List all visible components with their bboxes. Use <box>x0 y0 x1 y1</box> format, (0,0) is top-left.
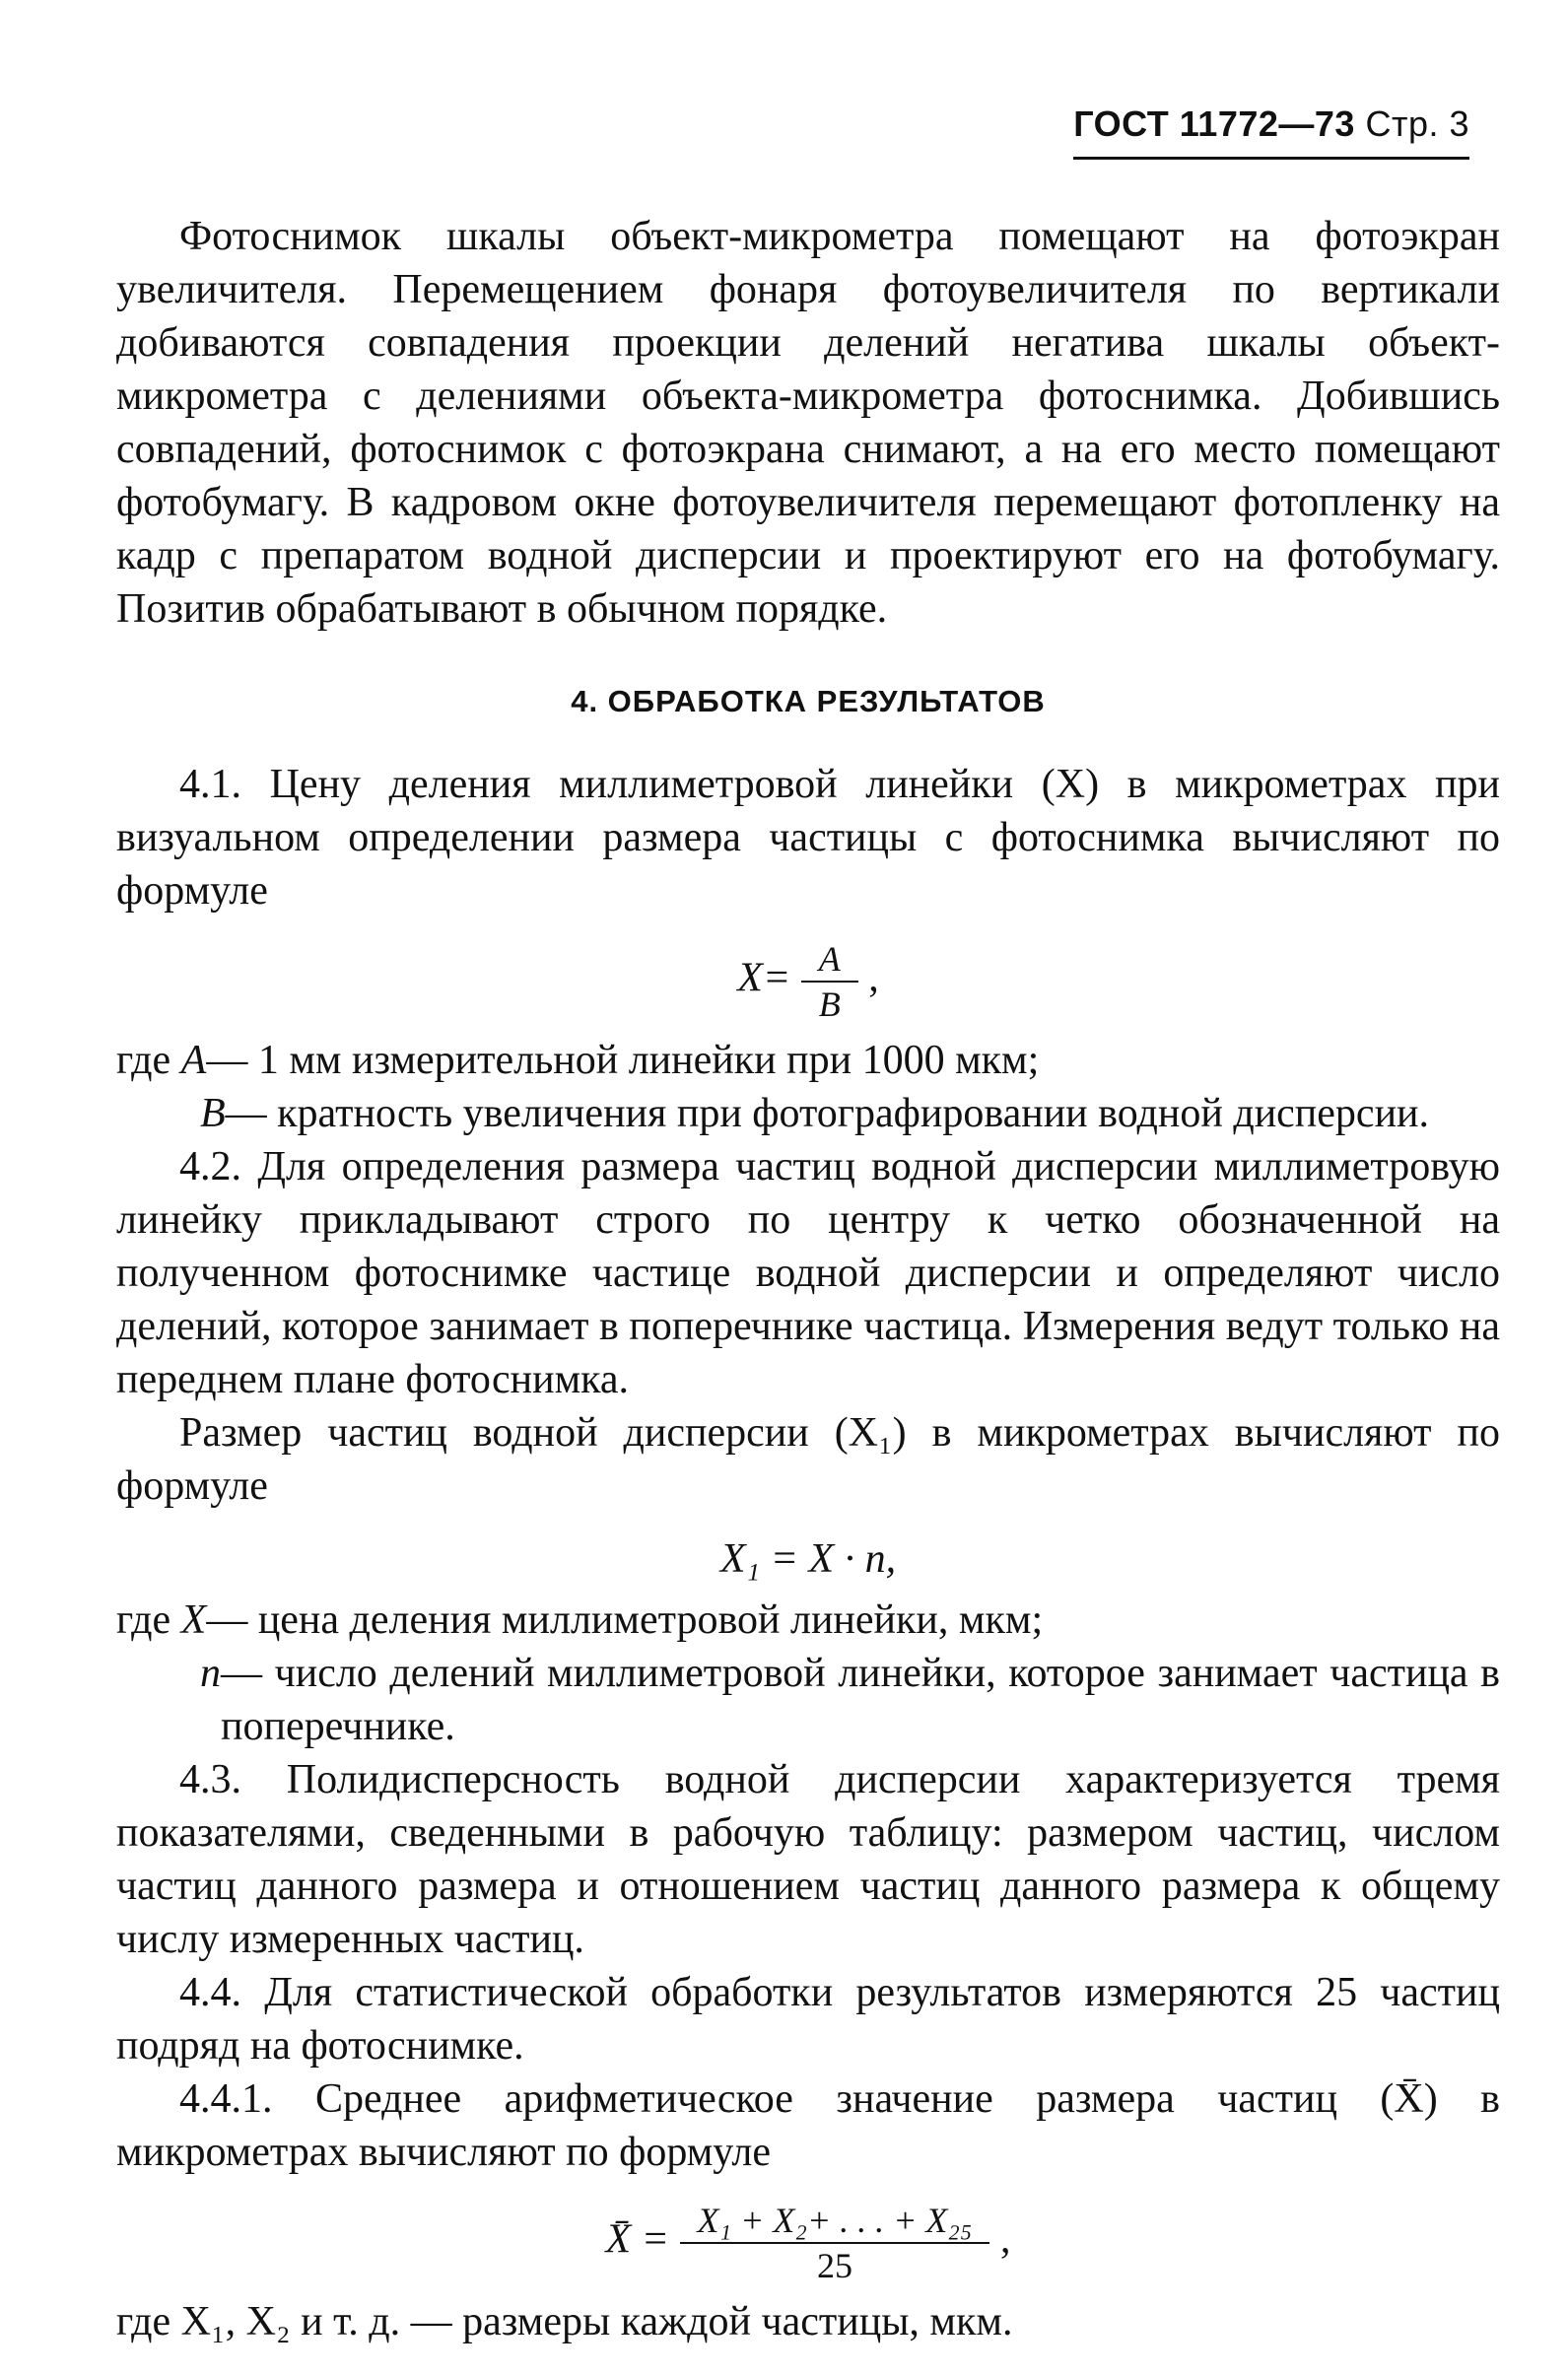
page-number: Стр. 3 <box>1365 103 1469 144</box>
definition-n-text: — число делений миллиметровой линейки, которое занимает частица в поперечнике. <box>221 1651 1500 1749</box>
formula-x-lhs: X= <box>737 955 791 1001</box>
definition-x-text: — цена деления миллиметровой линейки, мкм; <box>206 1597 1044 1643</box>
formula-x-denominator: B <box>818 984 841 1024</box>
paragraph-4-4-1: 4.4.1. Среднее арифметическое значение размера частиц (X̄) в микрометрах вычисляют по формуле <box>116 2076 1500 2175</box>
paragraph-4-4: 4.4. Для статистической обработки результатов измеряются 25 частиц подряд на фотоснимке. <box>116 1970 1500 2069</box>
formula-mean-fraction <box>680 2199 990 2287</box>
formula-x-tail: , <box>868 955 879 1001</box>
definition-x <box>116 1594 1500 1647</box>
paragraph-4-3: 4.3. Полидисперсность водной дисперсии характеризуется тремя показателями, сведенными в рабочую таблицу: размером частиц, числом частиц данного размера и отношением частиц данного размера к общему числу измеренных частиц. <box>116 1757 1500 1962</box>
formula-mean-denominator: 25 <box>816 2246 852 2285</box>
paragraph-4-1: 4.1. Цену деления миллиметровой линейки (X) в микрометрах при визуальном определении размера частицы с фотоснимка вычисляют по формуле <box>116 762 1500 914</box>
definition-a-lead: где <box>116 1038 181 1083</box>
definition-b-text: — кратность увеличения при фотографировании водной дисперсии. <box>225 1091 1430 1136</box>
page-header <box>1073 103 1469 160</box>
page-content <box>116 210 1500 2348</box>
paragraph-4-2-formula-intro: Размер частиц водной дисперсии (X₁) в микрометрах вычисляют по формуле <box>116 1410 1500 1509</box>
definition-a-symbol: A <box>180 1038 207 1083</box>
definition-b <box>200 1087 1500 1140</box>
definition-a <box>116 1034 1500 1087</box>
formula-mean-lhs: X̄ = <box>605 2216 670 2263</box>
intro-paragraph: Фотоснимок шкалы объект-микрометра помещают на фотоэкран увеличителя. Перемещением фонаря фотоувеличителя по вертикали добиваются совпадения проекции делений негатива шкалы объект-микрометра с делениями объекта-микрометра фотоснимка. Добившись совпадений, фотоснимок с фотоэкрана снимают, а на его место помещают фотобумагу. В кадровом окне фотоувеличителя перемещают фотопленку на кадр с препаратом водной дисперсии и проектируют его на фотобумагу. Позитив обрабатывают в обычном порядке. <box>116 214 1500 632</box>
formula-x <box>116 937 1500 1026</box>
formula-x-fraction <box>801 937 858 1026</box>
formula-mean-numerator: X₁ + X₂+ . . . + X₂₅ <box>680 2199 990 2244</box>
definition-a-text: — 1 мм измерительной линейки при 1000 мкм; <box>206 1038 1040 1083</box>
definition-x-symbol: X <box>180 1597 207 1643</box>
standard-number: ГОСТ 11772—73 <box>1073 103 1355 144</box>
formula-x-numerator: A <box>801 937 858 983</box>
paragraph-4-2: 4.2. Для определения размера частиц водной дисперсии миллиметровую линейку прикладывают строго по центру к четко обозначенной на полученном фотоснимке частице водной дисперсии и определяют число делений, которое занимает в поперечнике частица. Измерения ведут только на переднем плане фотоснимка. <box>116 1144 1500 1402</box>
formula-x1-expression: X₁ = X · n, <box>719 1536 897 1582</box>
formula-mean <box>116 2199 1500 2287</box>
formula-x1 <box>116 1532 1500 1586</box>
final-definition: где X₁, X₂ и т. д. — размеры каждой частицы, мкм. <box>116 2299 1013 2344</box>
formula-mean-tail: , <box>999 2216 1011 2263</box>
definition-n-symbol: n <box>200 1651 221 1696</box>
section-title: 4. ОБРАБОТКА РЕЗУЛЬТАТОВ <box>571 684 1046 718</box>
definition-b-symbol: B <box>200 1091 226 1136</box>
definition-x-lead: где <box>116 1597 181 1643</box>
definition-n <box>200 1647 1500 1753</box>
